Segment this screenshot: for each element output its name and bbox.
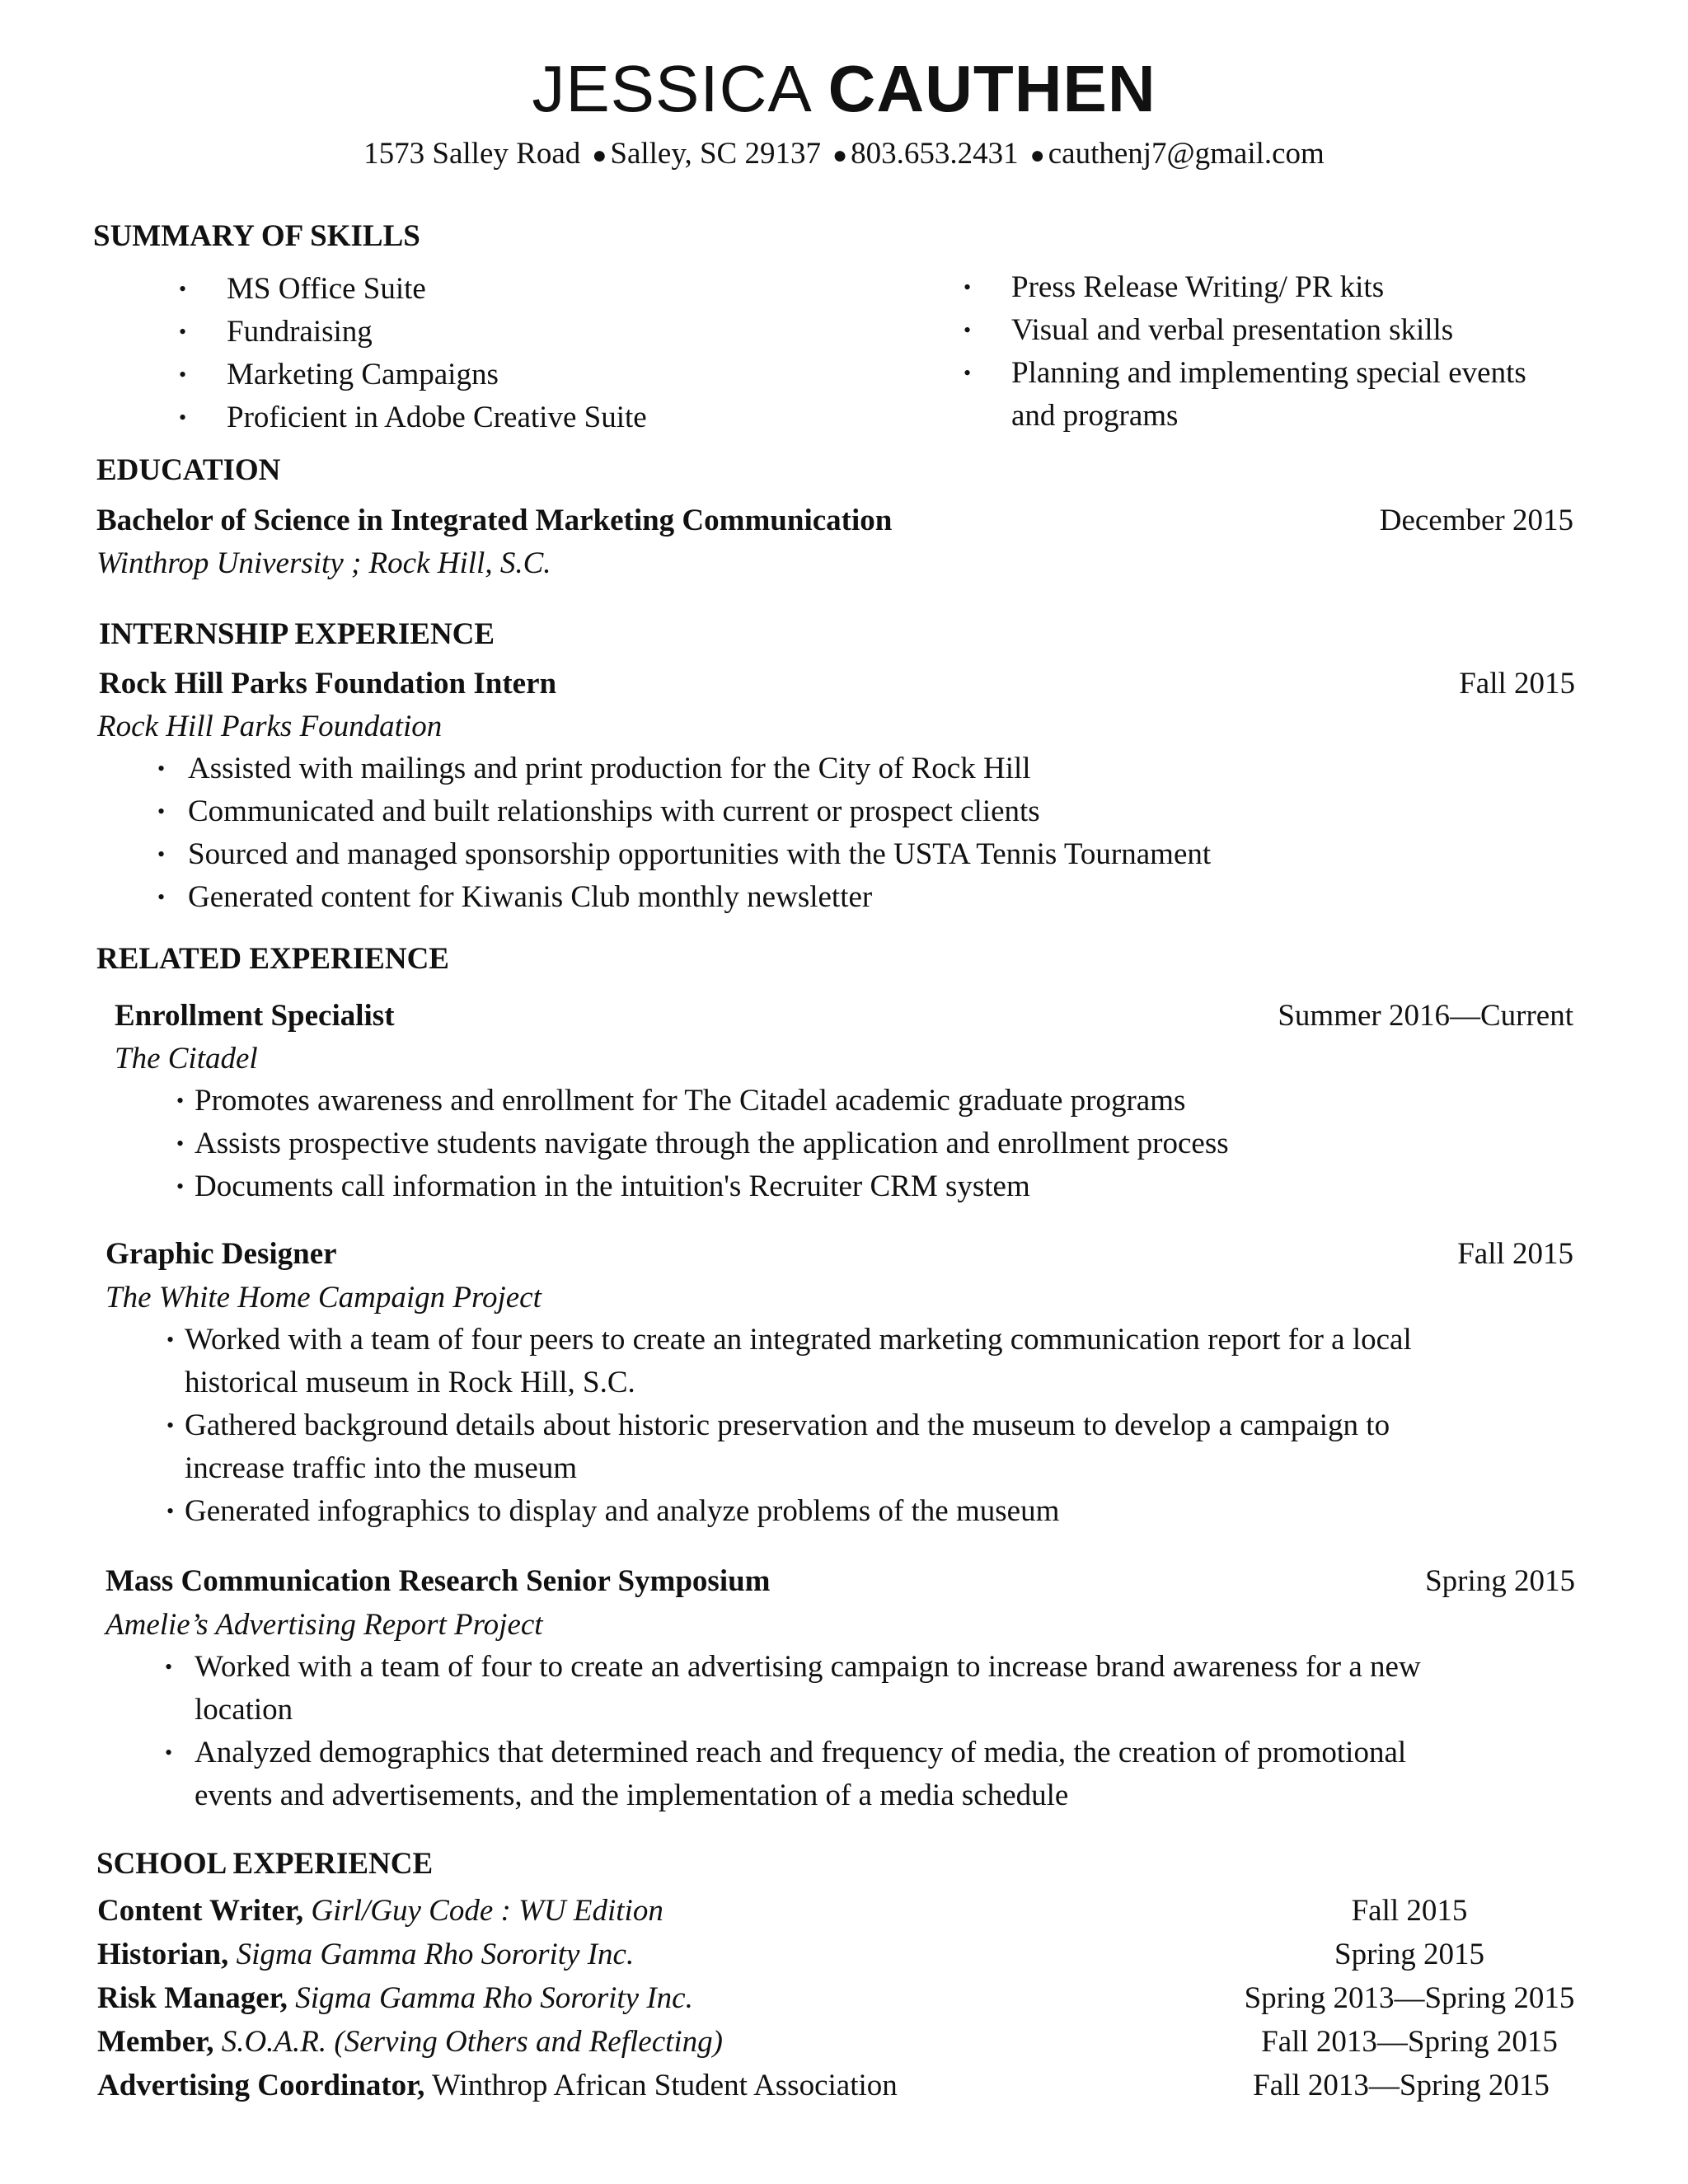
bullet-icon: • — [157, 757, 166, 780]
list-item: • Visual and verbal presentation skills — [1011, 309, 1526, 352]
list-item: • MS Office Suite — [227, 268, 647, 311]
list-item: • Gathered background details about historic preservation and the museum to develop a campaign to — [185, 1404, 1412, 1447]
section-heading-related: RELATED EXPERIENCE — [96, 942, 449, 976]
bullet-icon: • — [166, 1499, 175, 1523]
list-item: • Communicated and built relationships with current or prospect clients — [188, 790, 1211, 833]
bullet-icon: • — [166, 1413, 175, 1437]
bullet-icon: • — [165, 1741, 173, 1765]
bullet-icon: ● — [592, 142, 607, 169]
address: 1573 Salley Road — [363, 137, 581, 171]
list-item: location — [195, 1693, 293, 1727]
school-row: Member, S.O.A.R. (Serving Others and Reflecting) — [97, 2025, 723, 2059]
list-item: increase traffic into the museum — [185, 1451, 578, 1485]
job-title: Enrollment Specialist — [115, 999, 395, 1033]
list-item: • Worked with a team of four peers to create an integrated marketing communication report for a local — [185, 1319, 1412, 1361]
list-item: • Planning and implementing special events — [1011, 352, 1526, 395]
job-title: Mass Communication Research Senior Symposium — [106, 1564, 771, 1598]
contact-line — [0, 136, 1688, 171]
school-row: Risk Manager, Sigma Gamma Rho Sorority Inc. — [97, 1981, 693, 2015]
list-item: • Analyzed demographics that determined reach and frequency of media, the creation of promotional — [195, 1732, 1421, 1774]
job-org: Amelie’s Advertising Report Project — [106, 1608, 543, 1642]
list-item: • Marketing Campaigns — [227, 354, 647, 396]
internship-org: Rock Hill Parks Foundation — [97, 710, 443, 743]
job-title: Graphic Designer — [106, 1237, 337, 1271]
list-item: • Press Release Writing/ PR kits — [1011, 266, 1526, 309]
list-item: • Assists prospective students navigate through the application and enrollment process — [195, 1122, 1229, 1165]
degree-date: December 2015 — [1379, 504, 1573, 537]
skills-list-left — [179, 268, 647, 439]
school-row-date: Spring 2013—Spring 2015 — [1244, 1981, 1575, 2015]
internship-bullets — [157, 748, 1212, 919]
bullet-icon: ● — [832, 142, 848, 169]
job-date: Spring 2015 — [1425, 1564, 1575, 1598]
bullet-icon: • — [157, 842, 166, 866]
bullet-icon: • — [179, 405, 187, 429]
bullet-icon: • — [166, 1328, 175, 1352]
list-item: • Generated infographics to display and analyze problems of the museum — [185, 1490, 1412, 1533]
city: Salley, SC 29137 — [610, 137, 821, 171]
job-bullets — [176, 1080, 1229, 1208]
bullet-icon: • — [157, 799, 166, 823]
internship-date: Fall 2015 — [1459, 667, 1575, 701]
list-item: • Fundraising — [227, 311, 647, 354]
job-org: The Citadel — [115, 1042, 258, 1076]
school-name: Winthrop University ; Rock Hill, S.C. — [96, 546, 551, 580]
school-row: Advertising Coordinator, Winthrop African Student Association — [97, 2069, 898, 2102]
degree-title: Bachelor of Science in Integrated Marketing Communication — [96, 504, 893, 537]
bullet-icon: • — [176, 1174, 185, 1198]
section-heading-education: EDUCATION — [96, 453, 281, 487]
bullet-icon: • — [179, 277, 187, 301]
list-item: • Assisted with mailings and print production for the City of Rock Hill — [188, 748, 1211, 790]
bullet-icon: • — [176, 1132, 185, 1155]
section-heading-skills: SUMMARY OF SKILLS — [93, 219, 420, 253]
list-item: • Generated content for Kiwanis Club monthly newsletter — [188, 876, 1211, 919]
job-bullets — [165, 1646, 1421, 1817]
bullet-icon: • — [179, 320, 187, 344]
list-item: historical museum in Rock Hill, S.C. — [185, 1366, 635, 1399]
bullet-icon: • — [179, 363, 187, 387]
resume-name — [0, 52, 1688, 125]
email: cauthenj7@gmail.com — [1048, 137, 1325, 171]
school-row-date: Fall 2013—Spring 2015 — [1253, 2069, 1550, 2102]
list-item: events and advertisements, and the implementation of a media schedule — [195, 1779, 1069, 1812]
job-org: The White Home Campaign Project — [106, 1281, 542, 1315]
bullet-icon: • — [964, 275, 972, 299]
school-row: Content Writer, Girl/Guy Code : WU Edition — [97, 1894, 663, 1928]
section-heading-internship: INTERNSHIP EXPERIENCE — [99, 617, 495, 651]
bullet-icon: • — [964, 318, 972, 342]
school-row-date: Spring 2015 — [1334, 1938, 1484, 1971]
list-item: • Proficient in Adobe Creative Suite — [227, 396, 647, 439]
skills-list-right — [964, 266, 1526, 438]
school-row-date: Fall 2013—Spring 2015 — [1261, 2025, 1558, 2059]
phone: 803.653.2431 — [851, 137, 1019, 171]
job-date: Fall 2015 — [1457, 1237, 1573, 1271]
list-item: • Sourced and managed sponsorship opportunities with the USTA Tennis Tournament — [188, 833, 1211, 876]
first-name: JESSICA — [532, 52, 809, 125]
school-row: Historian, Sigma Gamma Rho Sorority Inc. — [97, 1938, 635, 1971]
job-bullets — [166, 1319, 1412, 1533]
bullet-icon: • — [964, 361, 972, 385]
list-item: • Worked with a team of four to create an advertising campaign to increase brand awareness for a new — [195, 1646, 1421, 1689]
list-item: • Documents call information in the intuition's Recruiter CRM system — [195, 1165, 1229, 1208]
section-heading-school: SCHOOL EXPERIENCE — [96, 1847, 434, 1881]
last-name: CAUTHEN — [828, 52, 1156, 125]
school-row-date: Fall 2015 — [1351, 1894, 1468, 1928]
bullet-icon: ● — [1029, 142, 1045, 169]
list-item: and programs — [1011, 399, 1179, 433]
bullet-icon: • — [157, 885, 166, 909]
list-item: • Promotes awareness and enrollment for The Citadel academic graduate programs — [195, 1080, 1229, 1122]
bullet-icon: • — [165, 1655, 173, 1679]
bullet-icon: • — [176, 1089, 185, 1113]
job-date: Summer 2016—Current — [1278, 999, 1573, 1033]
internship-title: Rock Hill Parks Foundation Intern — [99, 667, 557, 701]
